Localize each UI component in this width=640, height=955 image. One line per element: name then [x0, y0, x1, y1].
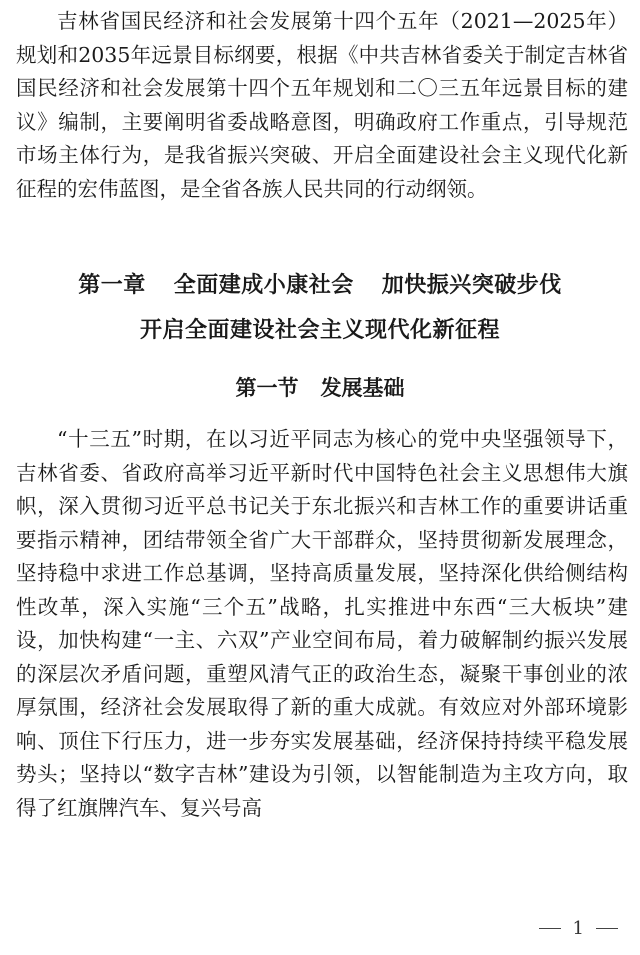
page-number: 1 — [572, 918, 584, 939]
chapter-title-part2: 加快振兴突破步伐 — [381, 273, 562, 298]
chapter-heading-line2: 开启全面建设社会主义现代化新征程 — [139, 318, 500, 343]
left-dash — [539, 928, 561, 929]
section-heading — [0, 372, 640, 402]
section-title: 发展基础 — [320, 375, 405, 400]
chapter-title-part1: 全面建成小康社会 — [173, 273, 354, 298]
section-number: 第一节 — [235, 375, 299, 400]
chapter-heading-line1 — [0, 268, 640, 299]
chapter-number: 第一章 — [78, 273, 146, 298]
right-dash — [596, 928, 618, 929]
body-paragraph: “十三五”时期，在以习近平同志为核心的党中央坚强领导下，吉林省委、省政府高举习近平新时代中国特色社会主义思想伟大旗帜，深入贯彻习近平总书记关于东北振兴和吉林工作的重要讲话重要指示精神，团结带领全省广大干部群众，坚持贯彻新发展理念，坚持稳中求进工作总基调，坚持高质量发展，坚持深化供给侧结构性改革，深入实施“三个五”战略，扎实推进中东西“三大板块”建设，加快构建“一主、六双”产业空间布局，着力破解制约振兴发展的深层次矛盾问题，重塑风清气正的政治生态，凝聚干事创业的浓厚氛围，经济社会发展取得了新的重大成就。有效应对外部环境影响、顶住下行压力，进一步夯实发展基础，经济保持持续平稳发展势头；坚持以“数字吉林”建设为引领，以智能制造为主攻方向，取得了红旗牌汽车、复兴号高 — [16, 427, 628, 820]
intro-paragraph: 吉林省国民经济和社会发展第十四个五年（2021—2025年）规划和2035年远景目标纲要，根据《中共吉林省委关于制定吉林省国民经济和社会发展第十四个五年规划和二〇三五年远景目标的建议》编制，主要阐明省委战略意图，明确政府工作重点，引导规范市场主体行为，是我省振兴突破、开启全面建设社会主义现代化新征程的宏伟蓝图，是全省各族人民共同的行动纲领。 — [16, 9, 628, 201]
page-footer — [539, 918, 618, 939]
